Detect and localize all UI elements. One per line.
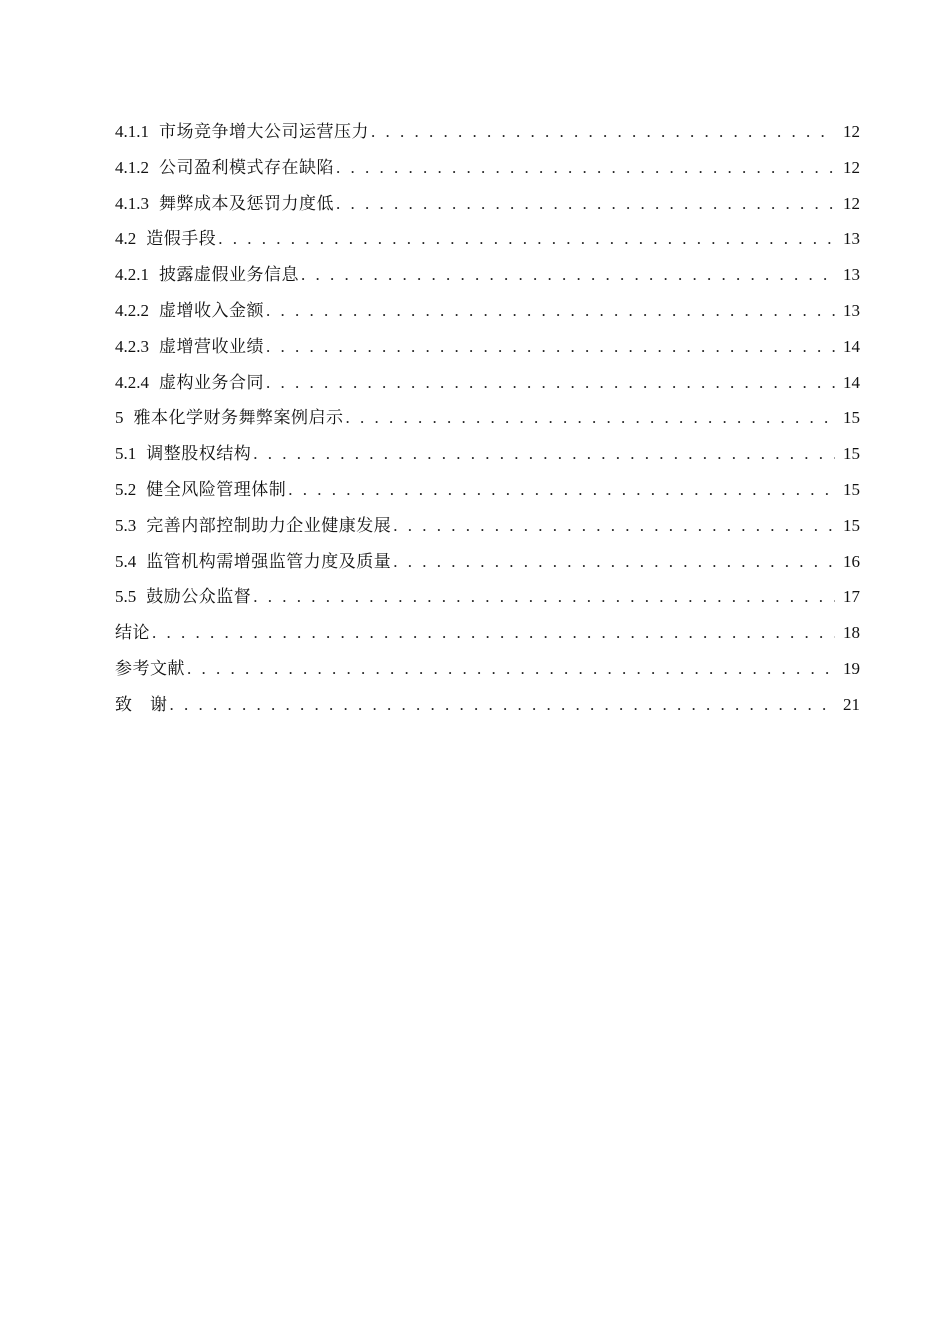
- toc-entry-page: 13: [843, 229, 860, 249]
- toc-entry-page: 19: [843, 658, 860, 678]
- toc-entry-number: 5.3: [115, 515, 137, 535]
- toc-entry-title: 健全风险管理体制: [146, 479, 287, 500]
- toc-entry-title: 虚增营收业绩: [159, 336, 264, 357]
- toc-entry-title: 虚增收入金额: [159, 300, 264, 321]
- toc-entry[interactable]: [115, 619, 860, 655]
- toc-dot-leader: [336, 154, 835, 182]
- toc-entry[interactable]: [115, 655, 860, 691]
- toc-entry[interactable]: [115, 261, 860, 297]
- toc-dot-leader: [253, 583, 835, 611]
- toc-entry[interactable]: [115, 118, 860, 154]
- toc-entry-page: 12: [843, 122, 860, 141]
- toc-dot-leader: [266, 369, 835, 397]
- toc-dot-leader: [187, 655, 835, 683]
- toc-entry-page: 21: [843, 694, 860, 714]
- toc-entry-title: 鼓励公众监督: [146, 587, 252, 608]
- toc-entry-title: 完善内部控制助力企业健康发展: [146, 515, 392, 536]
- table-of-contents: [115, 118, 860, 727]
- toc-dot-leader: [301, 261, 835, 289]
- toc-entry-number: 5.5: [115, 587, 137, 607]
- toc-entry-title: 披露虚假业务信息: [159, 265, 299, 286]
- toc-entry-number: 4.2.3: [115, 336, 149, 356]
- toc-entry-title: 参考文献: [115, 658, 185, 679]
- toc-dot-leader: [170, 691, 836, 719]
- toc-entry[interactable]: [115, 548, 860, 584]
- toc-entry[interactable]: [115, 691, 860, 727]
- toc-entry-title: 虚构业务合同: [159, 372, 264, 393]
- toc-dot-leader: [336, 190, 835, 218]
- toc-entry-title: 舞弊成本及惩罚力度低: [159, 193, 334, 214]
- toc-dot-leader: [218, 225, 835, 253]
- toc-entry-page: 15: [843, 408, 860, 428]
- toc-dot-leader: [393, 548, 835, 576]
- toc-dot-leader: [253, 440, 835, 468]
- toc-entry-page: 15: [843, 479, 860, 499]
- toc-entry-title: 雅本化学财务舞弊案例启示: [133, 408, 344, 429]
- toc-entry[interactable]: [115, 297, 860, 333]
- toc-entry[interactable]: [115, 512, 860, 548]
- toc-entry-page: 12: [843, 157, 860, 177]
- toc-entry[interactable]: [115, 583, 860, 619]
- toc-dot-leader: [152, 619, 835, 647]
- toc-entry-page: 14: [843, 372, 860, 392]
- toc-entry-number: 5: [115, 408, 124, 428]
- toc-dot-leader: [266, 333, 835, 361]
- toc-entry-number: 4.2.2: [115, 300, 149, 320]
- toc-dot-leader: [288, 476, 835, 504]
- toc-dot-leader: [266, 297, 835, 325]
- toc-entry[interactable]: [115, 190, 860, 226]
- toc-entry-number: 4.1.2: [115, 157, 149, 177]
- toc-entry-title: 造假手段: [146, 229, 217, 250]
- toc-entry-number: 4.2: [115, 229, 137, 249]
- toc-entry[interactable]: [115, 476, 860, 512]
- toc-dot-leader: [393, 512, 835, 540]
- toc-dot-leader: [346, 404, 836, 432]
- toc-entry-title: 调整股权结构: [146, 444, 252, 465]
- toc-entry[interactable]: [115, 404, 860, 440]
- toc-entry-page: 18: [843, 623, 860, 643]
- toc-entry-page: 13: [843, 265, 860, 285]
- toc-entry[interactable]: [115, 440, 860, 476]
- toc-entry-number: 4.2.4: [115, 372, 149, 392]
- toc-entry-page: 17: [843, 587, 860, 607]
- toc-entry[interactable]: [115, 369, 860, 405]
- toc-entry-title: 监管机构需增强监管力度及质量: [146, 551, 392, 572]
- toc-entry-number: 4.1.3: [115, 193, 149, 213]
- toc-entry[interactable]: [115, 154, 860, 190]
- toc-entry-number: 5.2: [115, 479, 137, 499]
- toc-entry-page: 14: [843, 336, 860, 356]
- toc-entry-title: 市场竞争增大公司运营压力: [159, 122, 369, 142]
- toc-entry-title: 致 谢: [115, 694, 168, 715]
- toc-entry[interactable]: [115, 225, 860, 261]
- toc-entry[interactable]: [115, 333, 860, 369]
- toc-entry-page: 13: [843, 300, 860, 320]
- toc-dot-leader: [371, 118, 835, 146]
- toc-entry-page: 16: [843, 551, 860, 571]
- toc-entry-number: 4.2.1: [115, 265, 149, 285]
- toc-entry-number: 5.1: [115, 444, 137, 464]
- toc-entry-title: 结论: [115, 623, 150, 644]
- toc-entry-number: 4.1.1: [115, 122, 149, 141]
- toc-entry-title: 公司盈利模式存在缺陷: [159, 157, 334, 178]
- toc-entry-page: 12: [843, 193, 860, 213]
- toc-entry-page: 15: [843, 515, 860, 535]
- toc-entry-number: 5.4: [115, 551, 137, 571]
- toc-entry-page: 15: [843, 444, 860, 464]
